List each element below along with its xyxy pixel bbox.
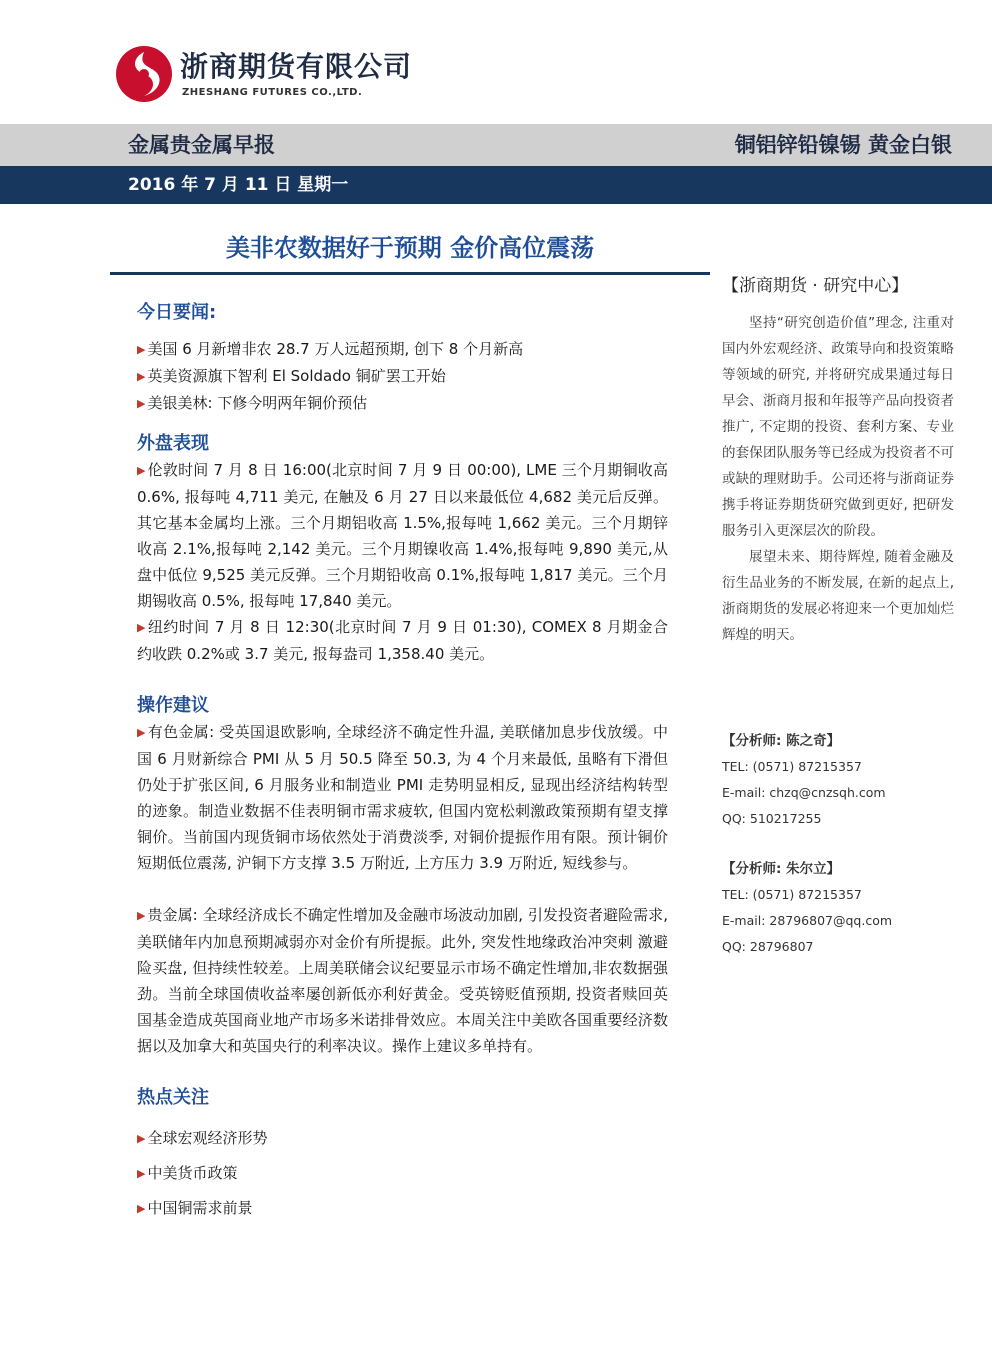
overseas-item: ▶ 纽约时间 7 月 8 日 12:30(北京时间 7 月 9 日 01:30), COMEX 8 月期金合约收跌 0.2%或 3.7 美元, 报每盎司 1,358.40 美元。: [137, 618, 668, 663]
report-title-band: [0, 124, 992, 166]
company-name-en: ZHESHANG FUTURES CO.,LTD.: [182, 87, 363, 98]
analyst-qq: QQ: 28796807: [722, 939, 814, 954]
bullet-arrow-icon: ▶: [137, 1167, 146, 1180]
bullet-arrow-icon: ▶: [137, 1132, 146, 1145]
bullet-arrow-icon: ▶: [137, 464, 146, 477]
analyst-email: E-mail: 28796807@qq.com: [722, 913, 893, 928]
bullet-arrow-icon: ▶: [137, 343, 146, 356]
advice-item: ▶ 有色金属: 受英国退欧影响, 全球经济不确定性升温, 美联储加息步伐放缓。中国 6 月财新综合 PMI 从 5 月 50.5 降至 50.3, 为 4 个月来最低, 虽略有下滑但仍处于扩张区间, 6 月服务业和制造业 PMI 走势明显相反, 显现出经济结构转型的迹象。制造业数据不佳表明铜市需求疲软, 但国内宽松刺激政策预期有望支撑铜价。当前国内现货铜市场依然处于消费淡季, 对铜价提振作用有限。预计铜价短期低位震荡, 沪铜下方支撑 3.5 万附近, 上方压力 3.9 万附近, 短线参与。: [137, 723, 668, 872]
bullet-arrow-icon: ▶: [137, 1202, 146, 1215]
hotspot-item: ▶ 中国铜需求前景: [137, 1199, 253, 1217]
bullet-arrow-icon: ▶: [137, 397, 146, 410]
company-logo-icon: [114, 44, 174, 104]
report-name: 金属贵金属早报: [128, 133, 275, 157]
bullet-arrow-icon: ▶: [137, 726, 146, 739]
company-name-cn: 浙商期货有限公司: [180, 50, 413, 83]
metals-list: 铜铝锌铅镍锡 黄金白银: [734, 133, 952, 157]
sidebar-outlook-paragraph: 展望未来、期待辉煌, 随着金融及衍生品业务的不断发展, 在新的起点上, 浙商期货的发展必将迎来一个更加灿烂辉煌的明天。: [722, 549, 954, 643]
sidebar-heading: 【浙商期货 · 研究中心】: [722, 276, 909, 296]
section-title-hotspots: 热点关注: [137, 1087, 209, 1108]
overseas-item: ▶ 伦敦时间 7 月 8 日 16:00(北京时间 7 月 9 日 00:00), LME 三个月期铜收高 0.6%, 报每吨 4,711 美元, 在触及 6 月 27 日以来最低位 4,682 美元后反弹。其它基本金属均上涨。三个月期铝收高 1.5%,报每吨 1,662 美元。三个月期锌收高 2.1%,报每吨 2,142 美元。三个月期镍收高 1.4%,报每吨 9,890 美元,从盘中低位 9,525 美元反弹。三个月期铅收高 0.1%,报每吨 1,817 美元。三个月期锡收高 0.5%, 报每吨 17,840 美元。: [137, 461, 668, 610]
section-title-news: 今日要闻:: [137, 302, 217, 323]
hotspot-item: ▶ 中美货币政策: [137, 1164, 238, 1182]
main-content: [137, 300, 668, 1226]
section-title-advice: 操作建议: [137, 695, 209, 716]
analyst-name: 【分析师: 陈之奇】: [722, 733, 841, 749]
headline-divider: [110, 272, 710, 275]
analyst-card: [722, 856, 954, 960]
report-date: 2016 年 7 月 11 日 星期一: [128, 175, 349, 195]
analyst-name: 【分析师: 朱尔立】: [722, 861, 841, 877]
bullet-arrow-icon: ▶: [137, 909, 146, 922]
analyst-tel: TEL: (0571) 87215357: [722, 887, 862, 902]
bullet-arrow-icon: ▶: [137, 621, 146, 634]
advice-item: ▶ 贵金属: 全球经济成长不确定性增加及金融市场波动加剧, 引发投资者避险需求, 美联储年内加息预期减弱亦对金价有所提振。此外, 突发性地缘政治冲突刺 激避险买盘, 但持续性较差。上周美联储会议纪要显示市场不确定性增加,非农数据强劲。当前全球国债收益率屡创新低亦利好黄金。受英镑贬值预期, 投资者赎回英国基金造成英国商业地产市场多米诺排骨效应。本周关注中美欧各国重要经济数据以及加拿大和英国央行的利率决议。操作上建议多单持有。: [137, 906, 668, 1055]
analyst-qq: QQ: 510217255: [722, 811, 822, 826]
hotspot-item: ▶ 全球宏观经济形势: [137, 1129, 268, 1147]
analyst-email: E-mail: chzq@cnzsqh.com: [722, 785, 886, 800]
news-item: ▶ 英美资源旗下智利 El Soldado 铜矿罢工开始: [137, 367, 446, 385]
headline: 美非农数据好于预期 金价高位震荡: [225, 234, 595, 262]
date-band: [0, 166, 992, 204]
sidebar: [722, 272, 954, 960]
analyst-tel: TEL: (0571) 87215357: [722, 759, 862, 774]
news-item: ▶ 美银美林: 下修今明两年铜价预估: [137, 394, 368, 412]
news-item: ▶ 美国 6 月新增非农 28.7 万人远超预期, 创下 8 个月新高: [137, 340, 524, 358]
section-title-overseas: 外盘表现: [137, 433, 209, 454]
sidebar-intro-paragraph: 坚持“研究创造价值”理念, 注重对国内外宏观经济、政策导向和投资策略等领域的研究, 并将研究成果通过每日早会、浙商月报和年报等产品向投资者推广, 不定期的投资、套利方案、专业的套保团队服务等已经成为投资者不可或缺的理财助手。公司还将与浙商证券携手将证券期货研究做到更好, 把研发服务引入更深层次的阶段。: [722, 315, 954, 539]
analyst-card: [722, 728, 954, 832]
bullet-arrow-icon: ▶: [137, 370, 146, 383]
